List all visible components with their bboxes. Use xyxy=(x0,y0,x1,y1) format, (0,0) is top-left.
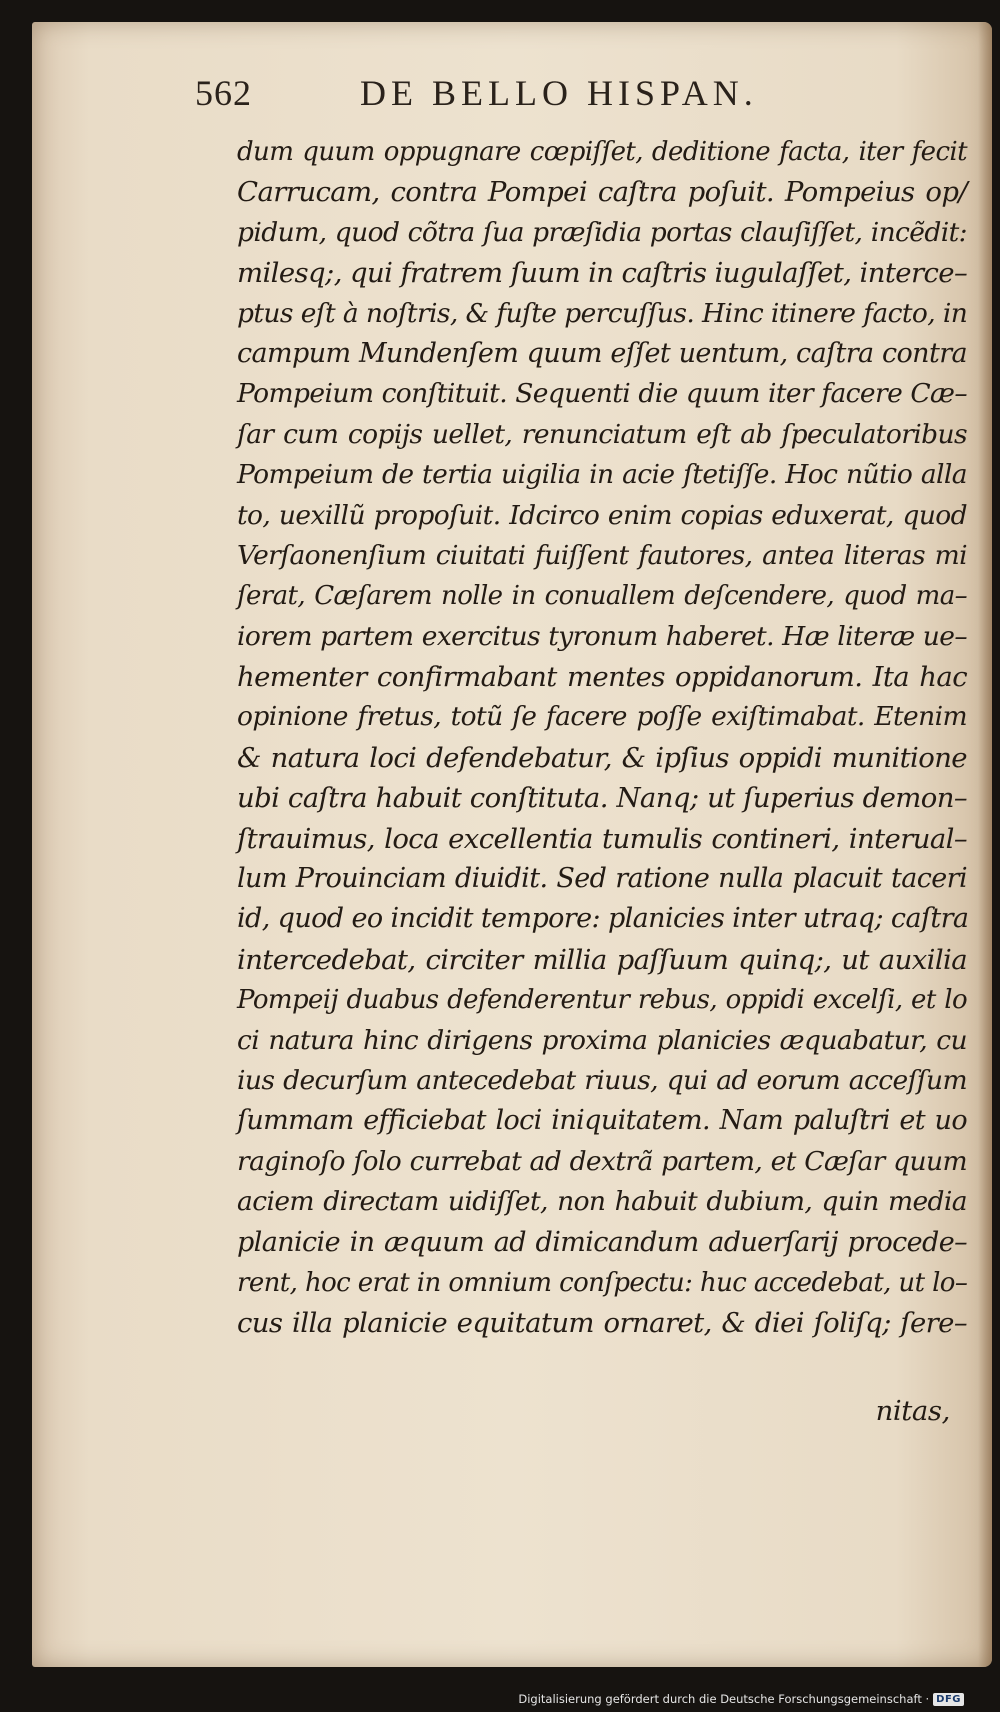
text-line: lum Prouinciam diuidit. Sed ratione nulla placuit taceri xyxy=(237,863,967,895)
page-edge-shadow xyxy=(978,22,992,1667)
text-line: ſar cum copijs uellet, renunciatum eſt ab ſpeculatoribus xyxy=(237,418,967,450)
text-line: cus illa planicie equitatum ornaret, & diei ſoliſq; ſere– xyxy=(237,1307,967,1340)
text-line: hementer confirmabant mentes oppidanorum. Ita hac xyxy=(237,661,967,694)
text-line: Carrucam, contra Pompei caſtra poſuit. Pompeius op/ xyxy=(237,176,967,209)
text-line: ci natura hinc dirigens proxima planicies æquabatur, cu xyxy=(237,1024,967,1056)
text-line: to, uexillũ propoſuit. Idcirco enim copias eduxerat, quod xyxy=(237,499,967,531)
digitization-credit xyxy=(518,1692,964,1706)
text-line: aciem directam uidiſſet, non habuit dubium, quin media xyxy=(237,1186,967,1218)
text-line: intercedebat, circiter millia paſſuum quinq;, ut auxilia xyxy=(237,943,967,976)
credit-text: Digitalisierung gefördert durch die Deutsche Forschungsgemeinschaft · xyxy=(518,1692,930,1706)
text-line: dum quum oppugnare cœpiſſet, deditione facta, iter fecit xyxy=(237,137,967,167)
dfg-logo: DFG xyxy=(933,1693,964,1706)
text-line: Pompeij duabus defenderentur rebus, oppidi excelſi, et lo xyxy=(237,985,967,1016)
text-line: Verſaonenſium ciuitati fuiſſent fautores, antea literas mi xyxy=(237,539,967,571)
text-line: Pompeium de tertia uigilia in acie ſtetiſſe. Hoc nũtio alla xyxy=(237,459,967,491)
catchword: nitas, xyxy=(875,1395,950,1427)
text-line: Pompeium conſtituit. Sequenti die quum iter facere Cæ– xyxy=(237,378,967,410)
text-line: ſummam efficiebat loci iniquitatem. Nam paluſtri et uo xyxy=(237,1105,967,1137)
text-line: raginoſo ſolo currebat ad dextrã partem, et Cæſar quum xyxy=(237,1145,967,1177)
running-head xyxy=(195,72,960,122)
text-line: ſerat, Cæſarem nolle in conuallem deſcendere, quod ma– xyxy=(237,581,967,612)
text-line: id, quod eo incidit tempore: planicies inter utraq; caſtra xyxy=(237,903,969,935)
text-line: & natura loci defendebatur, & ipſius oppidi munitione xyxy=(237,741,967,774)
text-line: ius decurſum antecedebat riuus, qui ad eorum acceſſum xyxy=(237,1064,967,1096)
text-line: ptus eſt à noſtris, & fuſte percuſſus. Hinc itinere facto, in xyxy=(237,297,968,329)
body-text xyxy=(237,132,967,1344)
text-line: planicie in æquum ad dimicandum aduerſarij procede– xyxy=(237,1226,967,1258)
text-line: opinione fretus, totũ ſe facere poſſe exiſtimabat. Etenim xyxy=(237,701,967,733)
text-line: iorem partem exercitus tyronum haberet. Hæ literæ ue– xyxy=(237,620,967,652)
text-line: milesq;, qui fratrem ſuum in caſtris iugulaſſet, interce– xyxy=(237,257,968,290)
text-line: ſtrauimus, loca excellentia tumulis contineri, interual– xyxy=(237,822,967,855)
text-line: rent, hoc erat in omnium conſpectu: huc accedebat, ut lo– xyxy=(237,1267,968,1298)
text-line: ubi caſtra habuit conſtituta. Nanq; ut ſuperius demon– xyxy=(237,782,967,815)
running-title: DE BELLO HISPAN. xyxy=(360,73,758,113)
text-line: pidum, quod cõtra ſua præſidia portas clauſiſſet, incẽdit: xyxy=(237,216,967,248)
page-number: 562 xyxy=(195,73,252,113)
text-line: campum Mundenſem quum eſſet uentum, caſtra contra xyxy=(237,337,967,369)
